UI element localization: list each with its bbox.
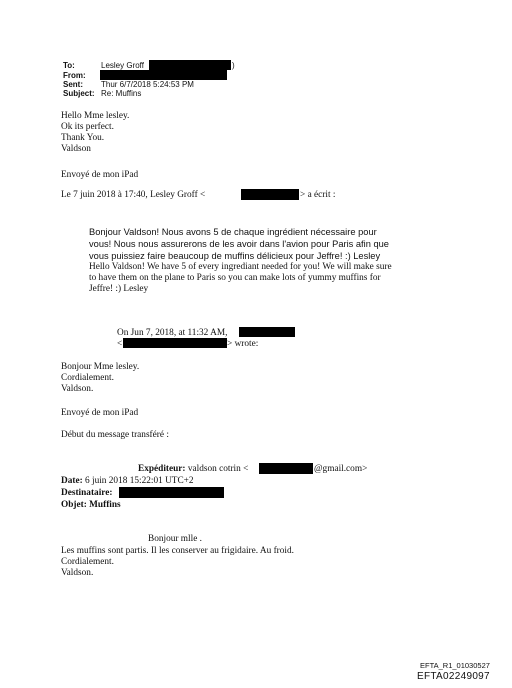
text-line: Valdson bbox=[61, 144, 91, 154]
redaction-box bbox=[239, 327, 295, 337]
forwarded-label: Début du message transféré : bbox=[61, 430, 169, 440]
to-value: Lesley Groff bbox=[101, 61, 144, 70]
from-row bbox=[63, 71, 86, 80]
footer-id-large: EFTA02249097 bbox=[417, 671, 490, 682]
sender-value: valdson cotrin < bbox=[187, 464, 249, 474]
attribution2-line1: On Jun 7, 2018, at 11:32 AM, bbox=[117, 328, 228, 338]
redaction-box bbox=[149, 60, 231, 70]
reply1-signature: Envoyé de mon iPad bbox=[61, 170, 139, 180]
fwd-subject-row bbox=[61, 500, 121, 511]
original-greeting: Bonjour mlle . bbox=[148, 534, 202, 544]
subject-label: Subject: bbox=[63, 89, 95, 98]
text-line: Bonjour Valdson! Nous avons 5 de chaque ingrédient nécessaire pour bbox=[89, 227, 377, 237]
fwd-subject-label: Objet: bbox=[61, 500, 87, 510]
text-line: Jeffre! :) Lesley bbox=[89, 284, 149, 294]
attribution2-suffix: > wrote: bbox=[227, 339, 259, 349]
text-line: Bonjour Mme lesley. bbox=[61, 362, 140, 372]
to-row bbox=[63, 61, 75, 70]
attribution-suffix: > a écrit : bbox=[300, 190, 336, 200]
text-line: Valdson. bbox=[61, 568, 94, 578]
text-line: Ok its perfect. bbox=[61, 122, 114, 132]
text-line: Hello Mme lesley. bbox=[61, 111, 130, 121]
text-line: Les muffins sont partis. Il les conserver au frigidaire. Au froid. bbox=[61, 546, 294, 556]
text-line: Cordialement. bbox=[61, 373, 114, 383]
recipient-label: Destinataire: bbox=[61, 488, 113, 498]
sent-label: Sent: bbox=[63, 80, 83, 89]
redaction-box bbox=[259, 463, 313, 474]
sender-label: Expéditeur: bbox=[138, 464, 186, 474]
to-close: ) bbox=[232, 61, 235, 70]
text-line: Thank You. bbox=[61, 133, 105, 143]
redaction-box bbox=[119, 487, 224, 498]
text-line: vous! Nous nous assurerons de les avoir dans l'avion pour Paris afin que bbox=[89, 239, 389, 249]
quote-french bbox=[89, 226, 389, 262]
fwd-subject-value: Muffins bbox=[89, 500, 121, 510]
date-value: 6 juin 2018 15:22:01 UTC+2 bbox=[85, 476, 194, 486]
text-line: Valdson. bbox=[61, 384, 94, 394]
redaction-box bbox=[100, 70, 227, 80]
text-line: Hello Valdson! We have 5 of every ingrediant needed for you! We will make sure bbox=[89, 262, 392, 272]
reply2-body bbox=[61, 362, 139, 395]
to-label: To: bbox=[63, 61, 75, 70]
redaction-box bbox=[123, 338, 227, 348]
reply2-signature: Envoyé de mon iPad bbox=[61, 408, 139, 418]
date-label: Date: bbox=[61, 476, 83, 486]
attribution-prefix: Le 7 juin 2018 à 17:40, Lesley Groff < bbox=[61, 190, 206, 200]
sent-row bbox=[63, 80, 83, 89]
footer-id-small: EFTA_R1_01030527 bbox=[420, 661, 490, 670]
subject-row bbox=[63, 89, 95, 98]
quote-english bbox=[89, 262, 392, 295]
recipient-row bbox=[61, 488, 112, 499]
redaction-box bbox=[241, 189, 299, 200]
original-body bbox=[61, 546, 294, 579]
text-line: Cordialement. bbox=[61, 557, 114, 567]
text-line: to have them on the plane to Paris so you can make lots of yummy muffins for bbox=[89, 273, 381, 283]
reply1-body bbox=[61, 111, 129, 155]
date-row bbox=[61, 476, 194, 487]
sender-row bbox=[138, 464, 248, 475]
sender-domain: @gmail.com> bbox=[314, 464, 368, 474]
attribution2-lt: < bbox=[117, 339, 123, 349]
from-label: From: bbox=[63, 71, 86, 80]
text-line: vous puissiez faire beaucoup de muffins délicieux pour Jeffre! :) Lesley bbox=[89, 251, 381, 261]
subject-value: Re: Muffins bbox=[101, 89, 142, 98]
sent-value: Thur 6/7/2018 5:24:53 PM bbox=[101, 80, 194, 89]
